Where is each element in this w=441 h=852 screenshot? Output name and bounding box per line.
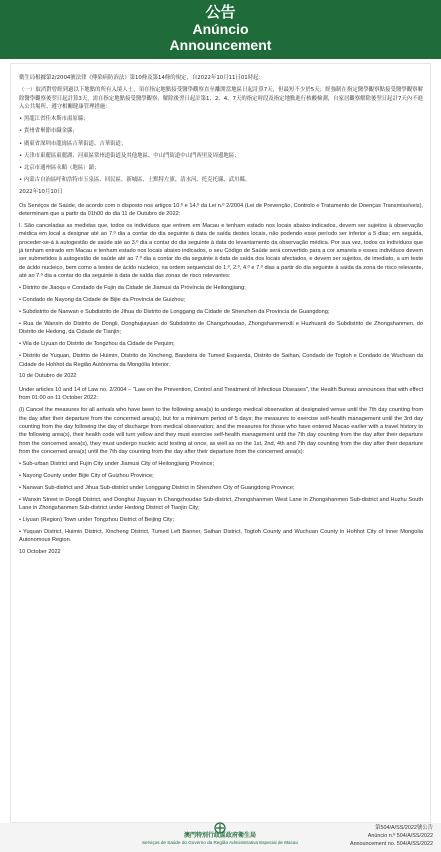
reference-en: Announcement no. 504/A/SS/2022 (349, 841, 433, 847)
pt-date: 10 de Outubro de 2022 (19, 373, 77, 380)
en-list-item: • Sub-urban District and Fujin City under Jiamusi City of Heilongjiang Province; (19, 461, 215, 468)
reference-zh: 第504/A/SS/2022號公告 (375, 825, 433, 831)
zh-list-item: • 北京市通州區永順（地區）鎮； (19, 164, 100, 171)
zh-list-item: • 貴州省畢節市織金縣； (19, 128, 78, 135)
en-list-item: • Liyuan (Region) Town under Tongzhou District of Beijing City; (19, 517, 175, 524)
announcement-content (19, 74, 423, 562)
pt-list-item: • Distrito de Yuquan, Distrito de Huimin, Distrito de Xincheng, Bandeira de Tumed Esquerda, Distrito de Saihan, Condado de Togtoh e Condado de Wuchuan da Cidade de Hohhot da Região Autónoma da Mongólia Interior. (19, 353, 423, 368)
announcement-body (10, 63, 431, 823)
title-zh: 公告 (205, 3, 236, 21)
department-name-pt: Serviços de Saúde do Governo da Região Administrativa Especial de Macau (141, 840, 299, 845)
pt-list-item: • Vila de Liyuan do Distrito de Tongzhou da Cidade de Pequim; (19, 341, 175, 348)
reference-numbers (323, 824, 433, 848)
en-list-item: • Wanxin Street in Dongli District, and Donghui Jiayuan in Changzhoudao Sub-district, Zhongshanmen West Lane in Zhongshanmen Sub-district and Huzhu South Lane in Zhongshanmen Sub-district under Hedong District of Tianjin City; (19, 496, 423, 512)
en-paragraph-1: (I) Cancel the measures for all arrivals who have been to the following area(s) to undergo medical observation at designated venue until the 7th day counting from the day after their departure from the concerned area(s), but for a minimum period of 5 days; the measures to exercise self-health management until the 3rd day counting from the day following the day of discharge from medical observation; and the measures for those who have entered Macao earlier with a travel history to the following area(s), their health code will turn yellow and they must exercise self-health management until the 7th day counting from the day after their departure from the concerned area(s), they must undergo nucleic acid testing at once, as well as on the 1st, 2nd, 4th and 7th day counting from the day after their departure from the concerned area(s) until the 7th day counting from the day after their departure from the concerned area(s): (19, 407, 423, 456)
en-intro: Under articles 10 and 14 of Law no. 2/2004 – "Law on the Prevention, Control and Treatment of Infectious Diseases", the Health Bureau announces that with effect from 01:00 on 11 October 2022: (19, 386, 423, 402)
reference-pt: Anúncio n.º 504/A/SS/2022 (367, 833, 433, 839)
zh-list-item: • 天津市東麗區東麗湖、河東區常州道街道及其他地區、中山門街道中山門西里及周邊地區； (19, 152, 240, 159)
pt-list-item: • Subdistrito de Nanwan e Subdistrito de Jihua do Distrito de Longgang da Cidade de Shenzhen da Província de Guangdong; (19, 309, 330, 315)
zh-date: 2022年10月10日 (19, 188, 63, 195)
pt-intro: Os Serviços de Saúde, de acordo com o disposto nos artigos 10.º e 14.º da Lei n.º 2/2004 (Lei de Prevenção, Controlo e Tratamento de Doenças Transmissíveis), determinam que a partir da 01h00 do dia 11 de Outubro de 2022: (19, 202, 423, 217)
zh-list-item: • 廣東省深圳市龍崗區吉華街道、吉華街道； (19, 140, 127, 147)
pt-list-item: • Condado de Nayong da Cidade de Bijie da Província de Guizhou; (19, 297, 186, 304)
en-date: 10 October 2022 (19, 549, 61, 556)
zh-intro: 衛生局根據第2/2004號法律《傳染病防治法》第10條及第14條的規定，自2022年10月11日01時起： (19, 75, 264, 81)
en-list-item: • Nanwan Sub-district and Jihua Sub-district under Longgang District in Shenzhen City of Guangdong Province; (19, 484, 295, 491)
title-en: Announcement (169, 37, 272, 53)
en-list-item: • Nayong County under Bijie City of Guizhou Province; (19, 473, 154, 479)
en-list-item: • Yuquan District, Huimin District, Xincheng District, Tumed Left Banner, Saihan District, Togtoh County and Wuchuan County in Hohhot City of Inner Mongolia Autonomous Region. (19, 529, 423, 544)
pt-list-item: • Rua de Wanxin do Distrito de Dongli, Donghujiayuan do Subdistrito de Changzhoudao, Zhongshanmenxili e Huzhuanli do Subdistrito de Zhongshanmen, do Distrito de Hedong, da Cidade de Tianjin; (19, 320, 423, 336)
title-pt: Anúncio (192, 21, 249, 37)
header-banner (0, 0, 441, 59)
pt-list-item: • Distrito de Jiaoqu e Condado de Fujin da Cidade de Jiamusi da Província de Heilongjiang; (19, 285, 246, 292)
zh-list-item: • 黑龍江省佳木斯市湯原縣； (19, 116, 89, 123)
department-name-zh: 澳門特別行政區政府衛生局 (183, 832, 256, 839)
zh-paragraph-1: （一）取消對曾經到過以下地點的所有入境人士，須在指定地點接受醫學觀察直至離開當地區日起計算7天，但最短不少於5天；經強制在指定醫學觀察點接受醫學觀察解除醫學觀察後翌日起計算3天，需在指定地點接受醫學觀察，解除後翌日起計第1、2、4、7天的指定時段及指定地點進行核酸檢測，自家居觀察解除後翌日起計7天內不進入公共場所、遵守相關健康管理措施： (19, 87, 423, 111)
zh-list-item: • 內蒙古自治區呼和浩特市玉泉區、回民區、新城區、土默特左旗、清水河、托克托縣、武川縣。 (19, 176, 251, 183)
pt-paragraph-1: I. São canceladas as medidas que, todos os indivíduos que entrem em Macau e tenham estado nos locais abaixo indicados, devem ser sujeitos à observação médica em local a designar até ao 7.º dia a contar do dia seguinte à data de saída destes locais, não podendo esse período ser inferior a 5 dias; em seguida, proceder-se-á à autogestão de saúde até ao 3.º dia a contar do dia seguinte à data do levantamento da observação médica. Por sua vez, todos os indivíduos que já tenham entrado em Macau e tenham estado nos locais abaixo indicados, o seu Código de Saúde será convertido para a cor amarela e esses indivíduos devem ser submetidos à autogestão de saúde até ao 7.º dia a contar do dia seguinte à data de saída dos locais afectados, e devem ser sujeitos, de imediato, a um teste de ácido nucleico, bem como a testes de ácido nucleico, na ordem sequencial do 1.º, 2.º, 4.º e 7.º dias a partir do dia seguinte à saída da zona de risco relevante, até ao 7.º dia a contar do dia seguinte à data de saída das zonas de risco relevantes: (19, 222, 423, 280)
